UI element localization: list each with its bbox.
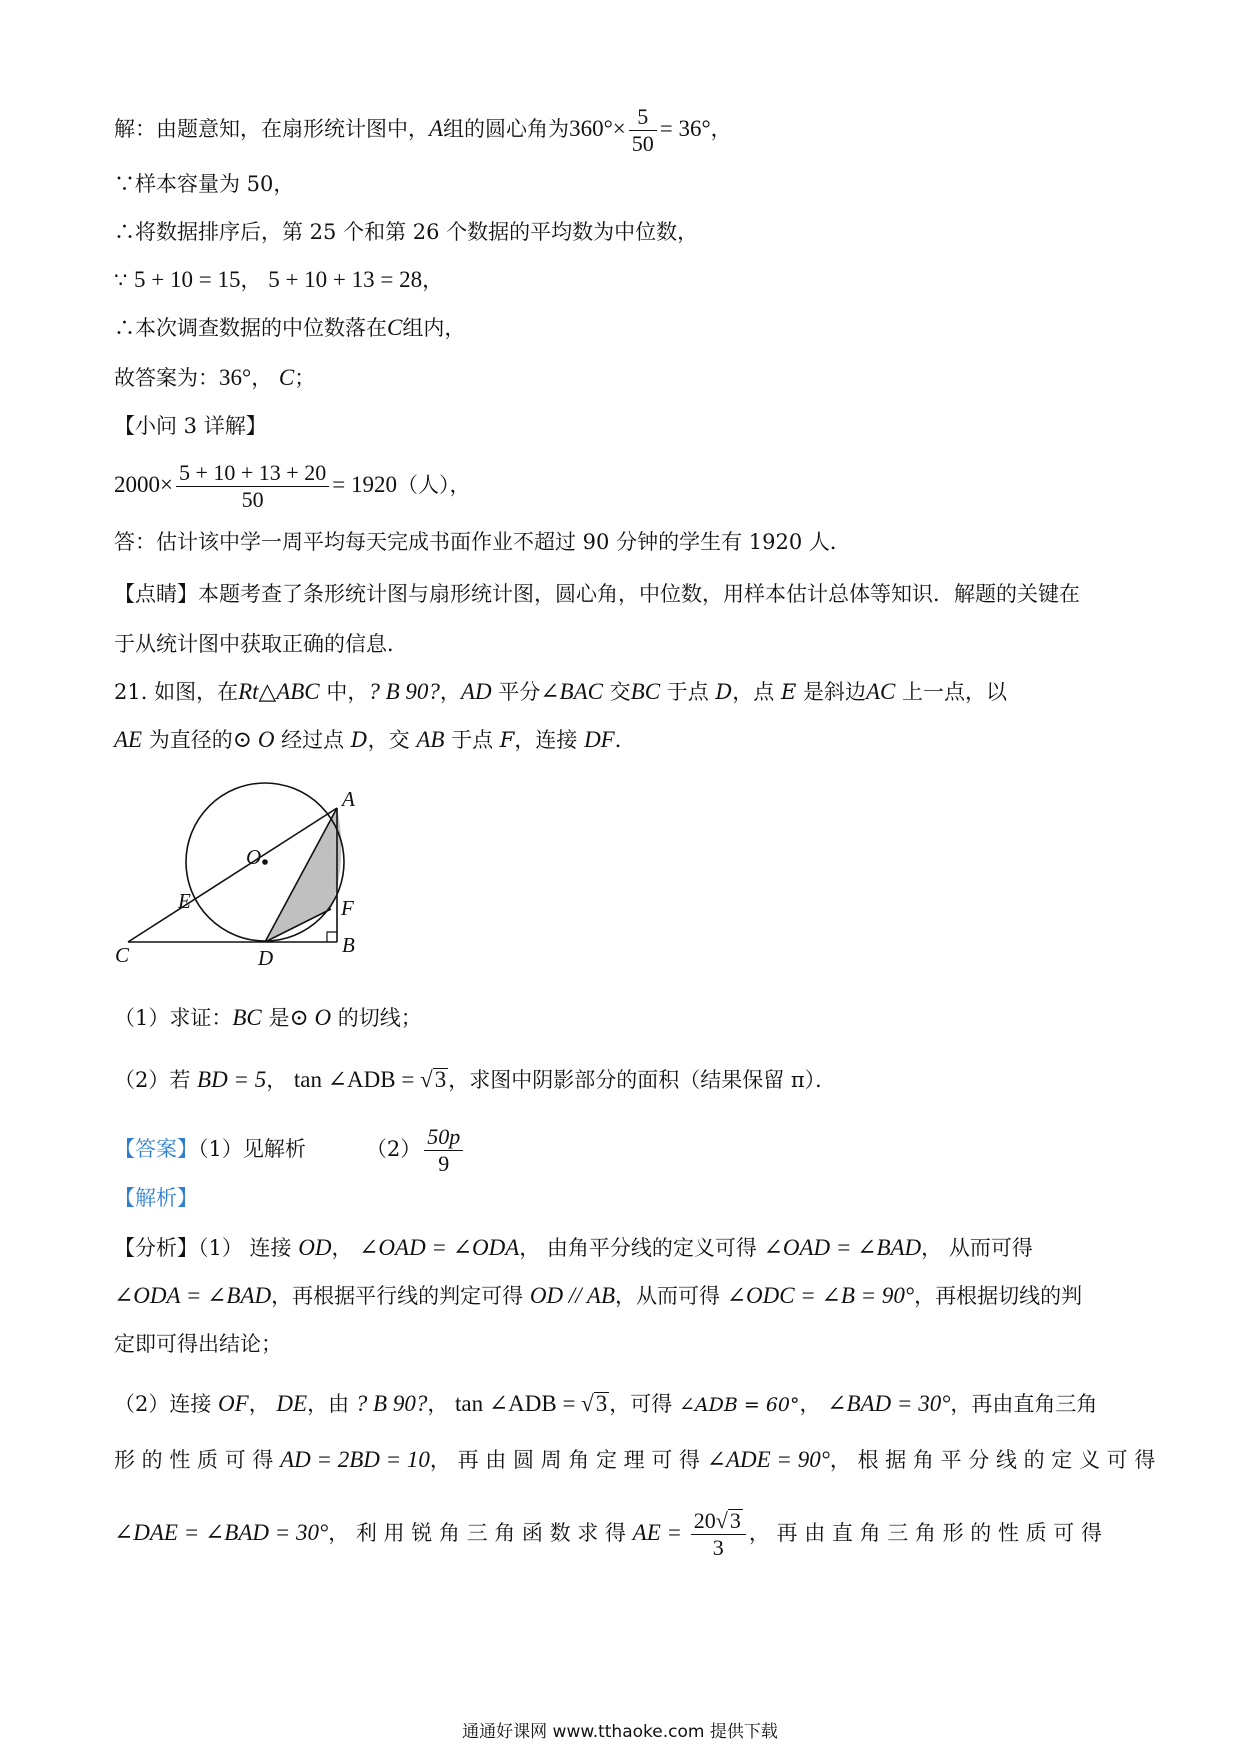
var-d: D (350, 728, 368, 752)
math: ∠DAE = ∠BAD = 30° (114, 1520, 329, 1545)
text: 上一点，以 (895, 680, 1008, 704)
math: OD // AB (529, 1283, 616, 1308)
problem-21-line-1 (114, 678, 1007, 706)
analysis-tag: 【解析】 (114, 1186, 198, 1210)
fraction (424, 1124, 463, 1177)
var-a: A (429, 116, 444, 141)
comment-line-2: 于从统计图中获取正确的信息． (114, 632, 408, 656)
text: ， (266, 1068, 294, 1092)
text: ， (240, 268, 269, 292)
text: 故答案为： (114, 366, 219, 390)
fraction (691, 1508, 746, 1561)
text: 21. 如图，在 (114, 680, 239, 704)
label-d: D (258, 946, 274, 970)
text: （2） (365, 1137, 422, 1161)
text: ； (294, 366, 316, 390)
math: ∠BAC (540, 679, 603, 704)
geometry-figure (112, 780, 372, 970)
math: tan ∠ADB = (455, 1391, 582, 1416)
sqrt-sign: √ (581, 1391, 594, 1416)
text: ， (331, 1236, 360, 1260)
question-2 (114, 1066, 836, 1094)
math: 36° (219, 365, 252, 390)
text: ，再由直角三角 (950, 1392, 1098, 1416)
solution-line-2: ∵样本容量为 50， (114, 172, 295, 196)
answer-line (114, 1124, 466, 1177)
var-c: C (278, 365, 295, 390)
denominator: 9 (438, 1151, 450, 1176)
question-1 (114, 1004, 422, 1032)
math: ∠OAD = ∠ODA (359, 1235, 520, 1260)
text: （人）， (396, 473, 471, 497)
text: ，从而可得 (615, 1284, 727, 1308)
label-b: B (342, 933, 355, 957)
math: = 36° (659, 116, 711, 141)
radicand: 3 (729, 1508, 741, 1533)
math: ∠ODC = ∠B = 90° (726, 1283, 915, 1308)
radicand: 3 (595, 1391, 608, 1416)
var-e: E (780, 680, 797, 704)
math: ⊙ O (289, 1005, 332, 1030)
math: = 1920 (332, 472, 397, 497)
math: DF (584, 727, 615, 752)
math: Rt△ABC (238, 679, 320, 704)
text: ，再根据切线的判 (914, 1284, 1083, 1308)
text: 于点 (660, 680, 716, 704)
text: ， (799, 1392, 828, 1416)
analysis-line-4 (114, 1390, 1097, 1419)
text: ， (422, 268, 444, 292)
numerator (691, 1508, 746, 1535)
text: 形 的 性 质 可 得 (114, 1448, 281, 1472)
text: ， 再 由 圆 周 角 定 理 可 得 (429, 1448, 707, 1472)
text: ． (614, 728, 636, 752)
analysis-line-3: 定即可得出结论； (114, 1332, 282, 1356)
text: ， 由角平分线的定义可得 (519, 1236, 764, 1260)
text: ， (251, 366, 279, 390)
text: ，点 (732, 680, 781, 704)
text: ， (427, 1392, 456, 1416)
solution-line-4 (114, 266, 443, 294)
text: ， (248, 1392, 277, 1416)
solution-line-6 (114, 364, 315, 392)
denominator: 50 (241, 487, 264, 512)
text: ， 根 据 角 平 分 线 的 定 义 可 得 (829, 1448, 1156, 1472)
right-angle-mark (327, 932, 337, 942)
problem-21-line-2 (114, 726, 636, 754)
math: tan ∠ADB = (293, 1067, 421, 1092)
text: 交 (602, 680, 631, 704)
fraction (176, 460, 329, 513)
text: 解：由题意知，在扇形统计图中， (114, 117, 429, 141)
analysis-line-5 (114, 1446, 1155, 1474)
text: （2）若 (114, 1068, 198, 1092)
sqrt-sign: √ (420, 1067, 433, 1092)
math: BC (232, 1005, 262, 1030)
numerator: 50p (424, 1124, 463, 1151)
numerator: 5 + 10 + 13 + 20 (176, 460, 329, 487)
math: 5 + 10 + 13 = 28 (268, 267, 423, 292)
text: ，连接 (514, 728, 585, 752)
text: （1）见解析 (198, 1137, 306, 1161)
text: ∵ (114, 268, 135, 292)
text: ，求图中阴影部分的面积（结果保留 π）． (448, 1068, 837, 1092)
num-coef: 20 (693, 1508, 716, 1533)
section-heading-q3: 【小问 3 详解】 (114, 414, 267, 438)
text: ， 从而可得 (921, 1236, 1033, 1260)
text: 组的圆心角为 (443, 117, 570, 141)
analysis-line-2 (114, 1282, 1082, 1310)
math: ∠ADE = 90° (706, 1447, 830, 1472)
solution-line-3: ∴将数据排序后，第 25 个和第 26 个数据的平均数为中位数， (114, 220, 699, 244)
math: AD = 2BD = 10 (280, 1447, 430, 1472)
math: BD = 5 (197, 1067, 267, 1092)
solution-line-1 (114, 104, 732, 157)
math: AE = (632, 1520, 688, 1545)
denominator: 3 (712, 1535, 724, 1560)
comment-line-1: 【点睛】本题考查了条形统计图与扇形统计图，圆心角，中位数，用样本估计总体等知识．解题的关键在 (114, 582, 1080, 606)
text: （1）求证： (114, 1006, 233, 1030)
math: AC (865, 679, 896, 704)
text: 是 (261, 1006, 290, 1030)
radicand: 3 (434, 1067, 447, 1092)
text: ， 再 由 直 角 三 角 形 的 性 质 可 得 (748, 1521, 1102, 1545)
text: ， (710, 117, 732, 141)
analysis-line-1 (114, 1234, 1033, 1262)
text: ，交 (367, 728, 417, 752)
label-a: A (342, 787, 355, 811)
label-c: C (115, 943, 130, 967)
var-f: F (499, 728, 515, 752)
numerator: 5 (629, 104, 657, 131)
text: ，再根据平行线的判定可得 (271, 1284, 530, 1308)
text: 平分 (491, 680, 541, 704)
math: ? B 90? (368, 679, 440, 704)
analysis-line-6 (114, 1508, 1102, 1561)
math: ∠BAD = 30° (827, 1391, 951, 1416)
sqrt-sign: √ (715, 1508, 728, 1533)
label-f: F (341, 896, 354, 920)
text: 【分析】（1） 连接 (114, 1236, 299, 1260)
footer-watermark: 通通好课网 www.tthaoke.com 提供下载 (462, 1722, 778, 1742)
text: ， (439, 680, 461, 704)
text: 经过点 (274, 728, 351, 752)
denominator: 50 (631, 131, 654, 156)
math: BC (630, 679, 661, 704)
text: 中， (319, 680, 369, 704)
answer-tag: 【答案】 (114, 1137, 198, 1161)
math: AB (416, 727, 445, 752)
solution-line-8 (114, 460, 470, 513)
text: 是斜边 (796, 680, 866, 704)
math: AE (114, 727, 143, 752)
math: ∠ADB = 60° (678, 1394, 800, 1416)
math: ∠ODA = ∠BAD (114, 1283, 272, 1308)
text: 的切线； (331, 1006, 422, 1030)
center-point (262, 859, 268, 865)
text: （2）连接 (114, 1392, 219, 1416)
text: ，可得 (609, 1392, 679, 1416)
math: DE (276, 1391, 308, 1416)
fraction (629, 104, 657, 157)
text: 于点 (444, 728, 500, 752)
math: OF (218, 1391, 249, 1416)
math: 2000× (114, 472, 173, 497)
label-o: O (246, 845, 262, 869)
math: ⊙ O (232, 727, 275, 752)
text: ∴本次调查数据的中位数落在 (114, 316, 387, 340)
math: ? B 90? (355, 1391, 428, 1416)
text: ， 利 用 锐 角 三 角 函 数 求 得 (328, 1521, 633, 1545)
text: 组内， (402, 316, 466, 340)
math: AD (460, 679, 492, 704)
math: 360°× (569, 116, 626, 141)
math: 5 + 10 = 15 (134, 267, 241, 292)
math: OD (298, 1235, 332, 1260)
text: ，由 (307, 1392, 356, 1416)
math: ∠OAD = ∠BAD (763, 1235, 922, 1260)
var-c: C (387, 315, 403, 340)
solution-line-5 (114, 314, 465, 342)
label-e: E (178, 889, 191, 913)
var-d: D (715, 680, 733, 704)
text: 为直径的 (142, 728, 233, 752)
answer-statement: 答：估计该中学一周平均每天完成书面作业不超过 90 分钟的学生有 1920 人． (114, 530, 851, 554)
